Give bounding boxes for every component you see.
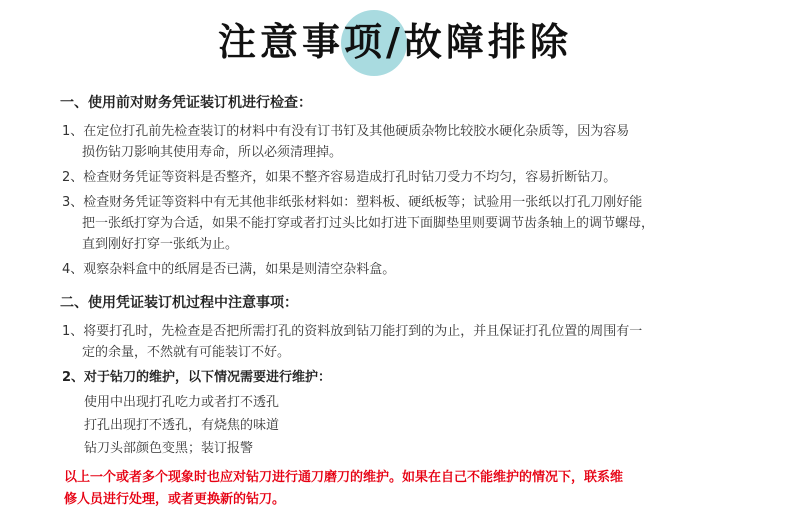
item-line: 1、在定位打孔前先检查装订的材料中有没有订书钉及其他硬质杂物比较胶水硬化杂质等，因为容易 (62, 124, 630, 139)
section-2-heading: 二、使用凭证装订机过程中注意事项： (60, 295, 298, 311)
item-line: 3、检查财务凭证等资料中有无其他非纸张材料如：塑料板、硬纸板等；试验用一张纸以打孔刀刚好能 (62, 195, 643, 210)
item-line: 定的余量，不然就有可能装订不好。 (82, 345, 291, 360)
warning-note (64, 467, 762, 511)
content-body (62, 92, 762, 511)
section-1-item-3 (62, 192, 762, 255)
section-1-item-1 (62, 121, 762, 163)
section-1-heading: 一、使用前对财务凭证装订机进行检查： (60, 95, 312, 111)
title-area (0, 8, 790, 78)
item-line: 4、观察杂料盒中的纸屑是否已满，如果是则清空杂料盒。 (62, 262, 396, 277)
item-line: 直到刚好打穿一张纸为止。 (82, 237, 239, 252)
maintenance-case: 钻刀头部颜色变黑；装订报警 (84, 441, 254, 456)
item-line: 1、将要打孔时，先检查是否把所需打孔的资料放到钻刀能打到的为止，并且保证打孔位置的周围有一 (62, 324, 643, 339)
page-title: 注意事项/故障排除 (218, 20, 572, 64)
section-1-item-2 (62, 167, 762, 188)
warning-line: 修人员进行处理，或者更换新的钻刀。 (64, 492, 286, 507)
item-line: 损伤钻刀影响其使用寿命，所以必须清理掉。 (82, 145, 343, 160)
maintenance-case: 打孔出现打不透孔，有烧焦的味道 (84, 418, 280, 433)
section-2-item-1 (62, 321, 762, 363)
section-1-item-4 (62, 259, 762, 280)
item-line: 2、检查财务凭证等资料是否整齐，如果不整齐容易造成打孔时钻刀受力不均匀，容易折断钻刀。 (62, 170, 617, 185)
maintenance-case: 使用中出现打孔吃力或者打不透孔 (84, 395, 280, 410)
warning-line: 以上一个或者多个现象时也应对钻刀进行通刀磨刀的维护。如果在自己不能维护的情况下，联系维 (64, 470, 624, 485)
item-line: 把一张纸打穿为合适，如果不能打穿或者打过头比如打进下面脚垫里则要调节齿条轴上的调节螺母， (82, 216, 655, 231)
section-2-item-2-heading: 2、对于钻刀的维护，以下情况需要进行维护： (62, 370, 332, 385)
